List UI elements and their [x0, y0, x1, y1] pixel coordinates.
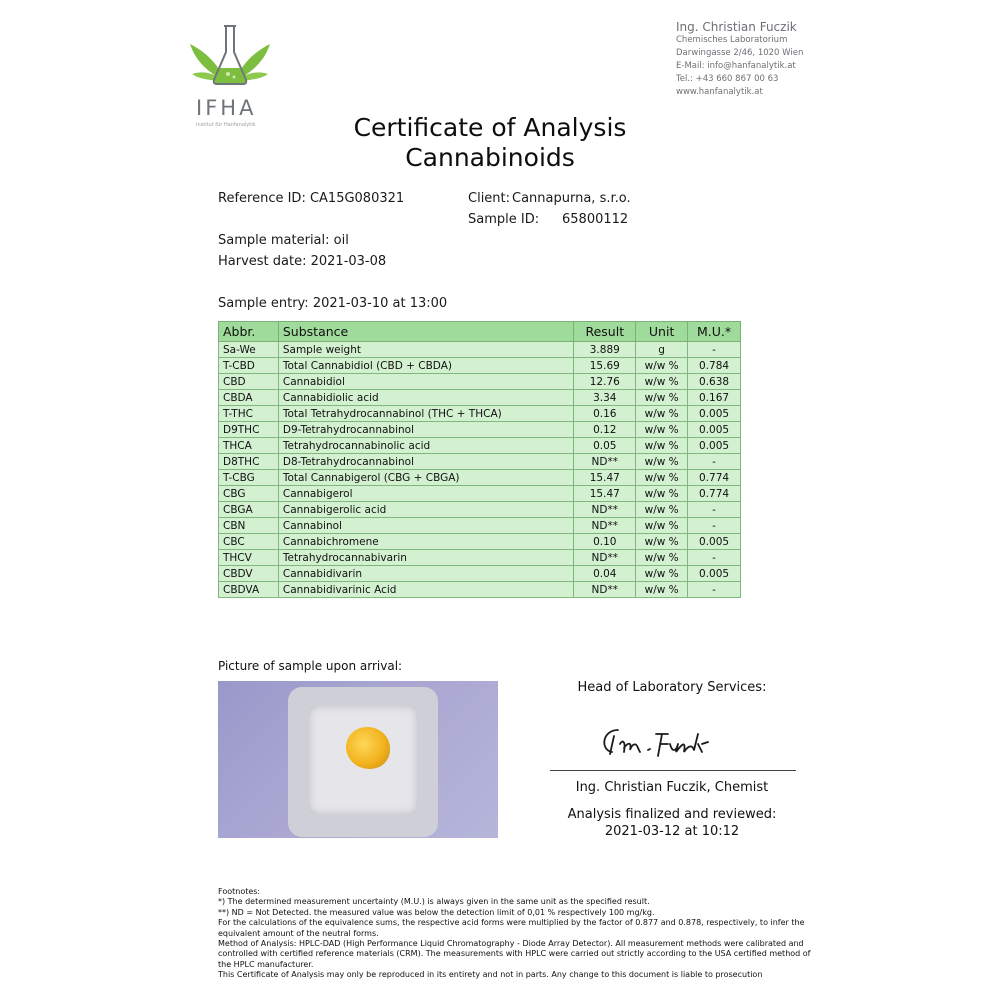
column-header-substance: Substance: [278, 322, 574, 342]
lab-phone: Tel.: +43 660 867 00 63: [676, 74, 779, 84]
table-row: [219, 374, 741, 390]
cell-unit: g: [636, 342, 688, 358]
cell-abbr: T-CBD: [219, 358, 279, 374]
handwritten-signature: [598, 722, 728, 762]
cell-substance: Total Tetrahydrocannabinol (THC + THCA): [278, 406, 574, 422]
cell-abbr: CBG: [219, 486, 279, 502]
cell-unit: w/w %: [636, 518, 688, 534]
cell-unit: w/w %: [636, 390, 688, 406]
cell-result: ND**: [574, 518, 636, 534]
table-row: [219, 582, 741, 598]
cell-mu: -: [688, 582, 741, 598]
cell-substance: Cannabinol: [278, 518, 574, 534]
cell-abbr: D9THC: [219, 422, 279, 438]
finalized-date: 2021-03-12 at 10:12: [604, 824, 740, 839]
cell-abbr: CBD: [219, 374, 279, 390]
cell-unit: w/w %: [636, 582, 688, 598]
cell-mu: 0.638: [688, 374, 741, 390]
cell-abbr: T-CBG: [219, 470, 279, 486]
cell-result: 15.47: [574, 486, 636, 502]
cell-unit: w/w %: [636, 486, 688, 502]
cell-abbr: CBN: [219, 518, 279, 534]
table-row: [219, 342, 741, 358]
logo-wordmark: IFHA: [196, 96, 257, 120]
lab-address-block: [676, 20, 803, 99]
cell-mu: 0.774: [688, 470, 741, 486]
table-row: [219, 566, 741, 582]
cell-substance: Cannabichromene: [278, 534, 574, 550]
cell-substance: Tetrahydrocannabinolic acid: [278, 438, 574, 454]
cell-result: 0.16: [574, 406, 636, 422]
cell-substance: Cannabidivarin: [278, 566, 574, 582]
table-row: [219, 390, 741, 406]
lab-line: Darwingasse 2/46, 1020 Wien: [676, 48, 804, 58]
sample-tray: [288, 687, 438, 837]
footnote-method: Method of Analysis: HPLC-DAD (High Performance Liquid Chromatography - Diode Array Detector). All measurement methods were calibrated and controlled with certified reference materials (CRM). The measurements with HPLC were carried out strictly according to the USA certified method of the HPLC manufacturer.: [218, 939, 811, 969]
cell-mu: 0.784: [688, 358, 741, 374]
cell-abbr: D8THC: [219, 454, 279, 470]
cell-result: 0.05: [574, 438, 636, 454]
cell-unit: w/w %: [636, 374, 688, 390]
cell-substance: Tetrahydrocannabivarin: [278, 550, 574, 566]
table-row: [219, 454, 741, 470]
cell-mu: 0.774: [688, 486, 741, 502]
cell-result: ND**: [574, 582, 636, 598]
client-value: Cannapurna, s.r.o.: [512, 191, 631, 206]
cell-result: 12.76: [574, 374, 636, 390]
table-row: [219, 358, 741, 374]
table-row: [219, 406, 741, 422]
cell-mu: 0.005: [688, 422, 741, 438]
cell-result: 3.34: [574, 390, 636, 406]
cell-abbr: CBDV: [219, 566, 279, 582]
cell-substance: Total Cannabidiol (CBD + CBDA): [278, 358, 574, 374]
cell-unit: w/w %: [636, 470, 688, 486]
cell-unit: w/w %: [636, 438, 688, 454]
cell-mu: 0.005: [688, 438, 741, 454]
cell-unit: w/w %: [636, 422, 688, 438]
column-header-mu: M.U.*: [688, 322, 741, 342]
table-row: [219, 422, 741, 438]
footnote-nd: **) ND = Not Detected. the measured value was below the detection limit of 0,01 % respectively 100 mg/kg.: [218, 907, 655, 917]
ifha-logo: [186, 22, 276, 132]
cell-mu: -: [688, 454, 741, 470]
cell-mu: -: [688, 550, 741, 566]
cell-mu: -: [688, 342, 741, 358]
table-row: [219, 438, 741, 454]
column-header-result: Result: [574, 322, 636, 342]
oil-sample-drop: [346, 727, 390, 769]
cell-substance: Cannabidivarinic Acid: [278, 582, 574, 598]
cell-mu: -: [688, 518, 741, 534]
lab-email: E-Mail: info@hanfanalytik.at: [676, 61, 796, 71]
sample-material: Sample material: oil: [218, 233, 349, 248]
signatory-name: Ing. Christian Fuczik, Chemist: [575, 780, 769, 795]
cell-result: 0.04: [574, 566, 636, 582]
cell-mu: -: [688, 502, 741, 518]
finalized-block: [548, 806, 796, 840]
cell-abbr: T-THC: [219, 406, 279, 422]
sample-id-label: Sample ID:: [468, 212, 540, 227]
column-header-abbr: Abbr.: [219, 322, 279, 342]
cell-substance: Cannabigerolic acid: [278, 502, 574, 518]
cell-result: 15.47: [574, 470, 636, 486]
column-header-unit: Unit: [636, 322, 688, 342]
table-row: [219, 486, 741, 502]
sample-entry: Sample entry: 2021-03-10 at 13:00: [218, 296, 448, 311]
cell-mu: 0.005: [688, 406, 741, 422]
cell-mu: 0.005: [688, 566, 741, 582]
footnote-calculation: For the calculations of the equivalence sums, the respective acid forms were multiplied by the factor of 0.877 and 0.878, respectively, to infer the equivalent amount of the neutral forms.: [218, 918, 805, 938]
cell-substance: Total Cannabigerol (CBG + CBGA): [278, 470, 574, 486]
signature-line: [550, 770, 796, 771]
table-row: [219, 470, 741, 486]
client-label: Client:: [468, 191, 511, 206]
table-row: [219, 550, 741, 566]
cell-abbr: THCV: [219, 550, 279, 566]
cell-substance: Cannabidiolic acid: [278, 390, 574, 406]
results-table: [218, 321, 741, 598]
cell-abbr: CBGA: [219, 502, 279, 518]
cell-abbr: Sa-We: [219, 342, 279, 358]
table-row: [219, 534, 741, 550]
lab-website: www.hanfanalytik.at: [676, 87, 763, 97]
footnotes: [218, 887, 818, 981]
tray-well: [308, 705, 418, 815]
cell-unit: w/w %: [636, 358, 688, 374]
cell-substance: D8-Tetrahydrocannabinol: [278, 454, 574, 470]
table-row: [219, 502, 741, 518]
cell-abbr: CBDVA: [219, 582, 279, 598]
cell-result: ND**: [574, 454, 636, 470]
footnotes-title: Footnotes:: [218, 887, 261, 896]
cell-substance: D9-Tetrahydrocannabinol: [278, 422, 574, 438]
picture-label: Picture of sample upon arrival:: [218, 659, 403, 673]
cell-result: 0.12: [574, 422, 636, 438]
harvest-date: Harvest date: 2021-03-08: [218, 254, 387, 269]
cell-unit: w/w %: [636, 502, 688, 518]
title-line-2: Cannabinoids: [405, 143, 575, 172]
lab-line: Chemisches Laboratorium: [676, 35, 788, 45]
cell-unit: w/w %: [636, 454, 688, 470]
cell-abbr: THCA: [219, 438, 279, 454]
title-line-1: Certificate of Analysis: [353, 113, 627, 142]
cell-unit: w/w %: [636, 534, 688, 550]
logo-subtitle: Institut für Hanfanalytik: [196, 122, 256, 128]
cell-mu: 0.167: [688, 390, 741, 406]
cell-mu: 0.005: [688, 534, 741, 550]
flask-leaf-icon: [186, 22, 276, 94]
sample-photo: [218, 681, 498, 838]
finalized-label: Analysis finalized and reviewed:: [567, 807, 777, 822]
cell-result: ND**: [574, 550, 636, 566]
cell-result: 3.889: [574, 342, 636, 358]
cell-abbr: CBC: [219, 534, 279, 550]
sample-id-value: 65800112: [562, 212, 629, 227]
table-header-row: [219, 322, 741, 342]
cell-unit: w/w %: [636, 406, 688, 422]
reference-id: Reference ID: CA15G080321: [218, 191, 405, 206]
document-title: [290, 113, 690, 173]
cell-substance: Cannabidiol: [278, 374, 574, 390]
lab-name: Ing. Christian Fuczik: [676, 20, 797, 34]
cell-unit: w/w %: [636, 566, 688, 582]
cell-result: 0.10: [574, 534, 636, 550]
cell-substance: Sample weight: [278, 342, 574, 358]
footnote-mu: *) The determined measurement uncertainty (M.U.) is always given in the same unit as the specified result.: [218, 897, 650, 907]
cell-substance: Cannabigerol: [278, 486, 574, 502]
cell-abbr: CBDA: [219, 390, 279, 406]
signature-heading: Head of Laboratory Services:: [577, 680, 767, 695]
cell-result: 15.69: [574, 358, 636, 374]
table-row: [219, 518, 741, 534]
footnote-reproduction: This Certificate of Analysis may only be reproduced in its entirety and not in parts. Any change to this document is liable to prosecution: [218, 970, 763, 980]
cell-unit: w/w %: [636, 550, 688, 566]
cell-result: ND**: [574, 502, 636, 518]
